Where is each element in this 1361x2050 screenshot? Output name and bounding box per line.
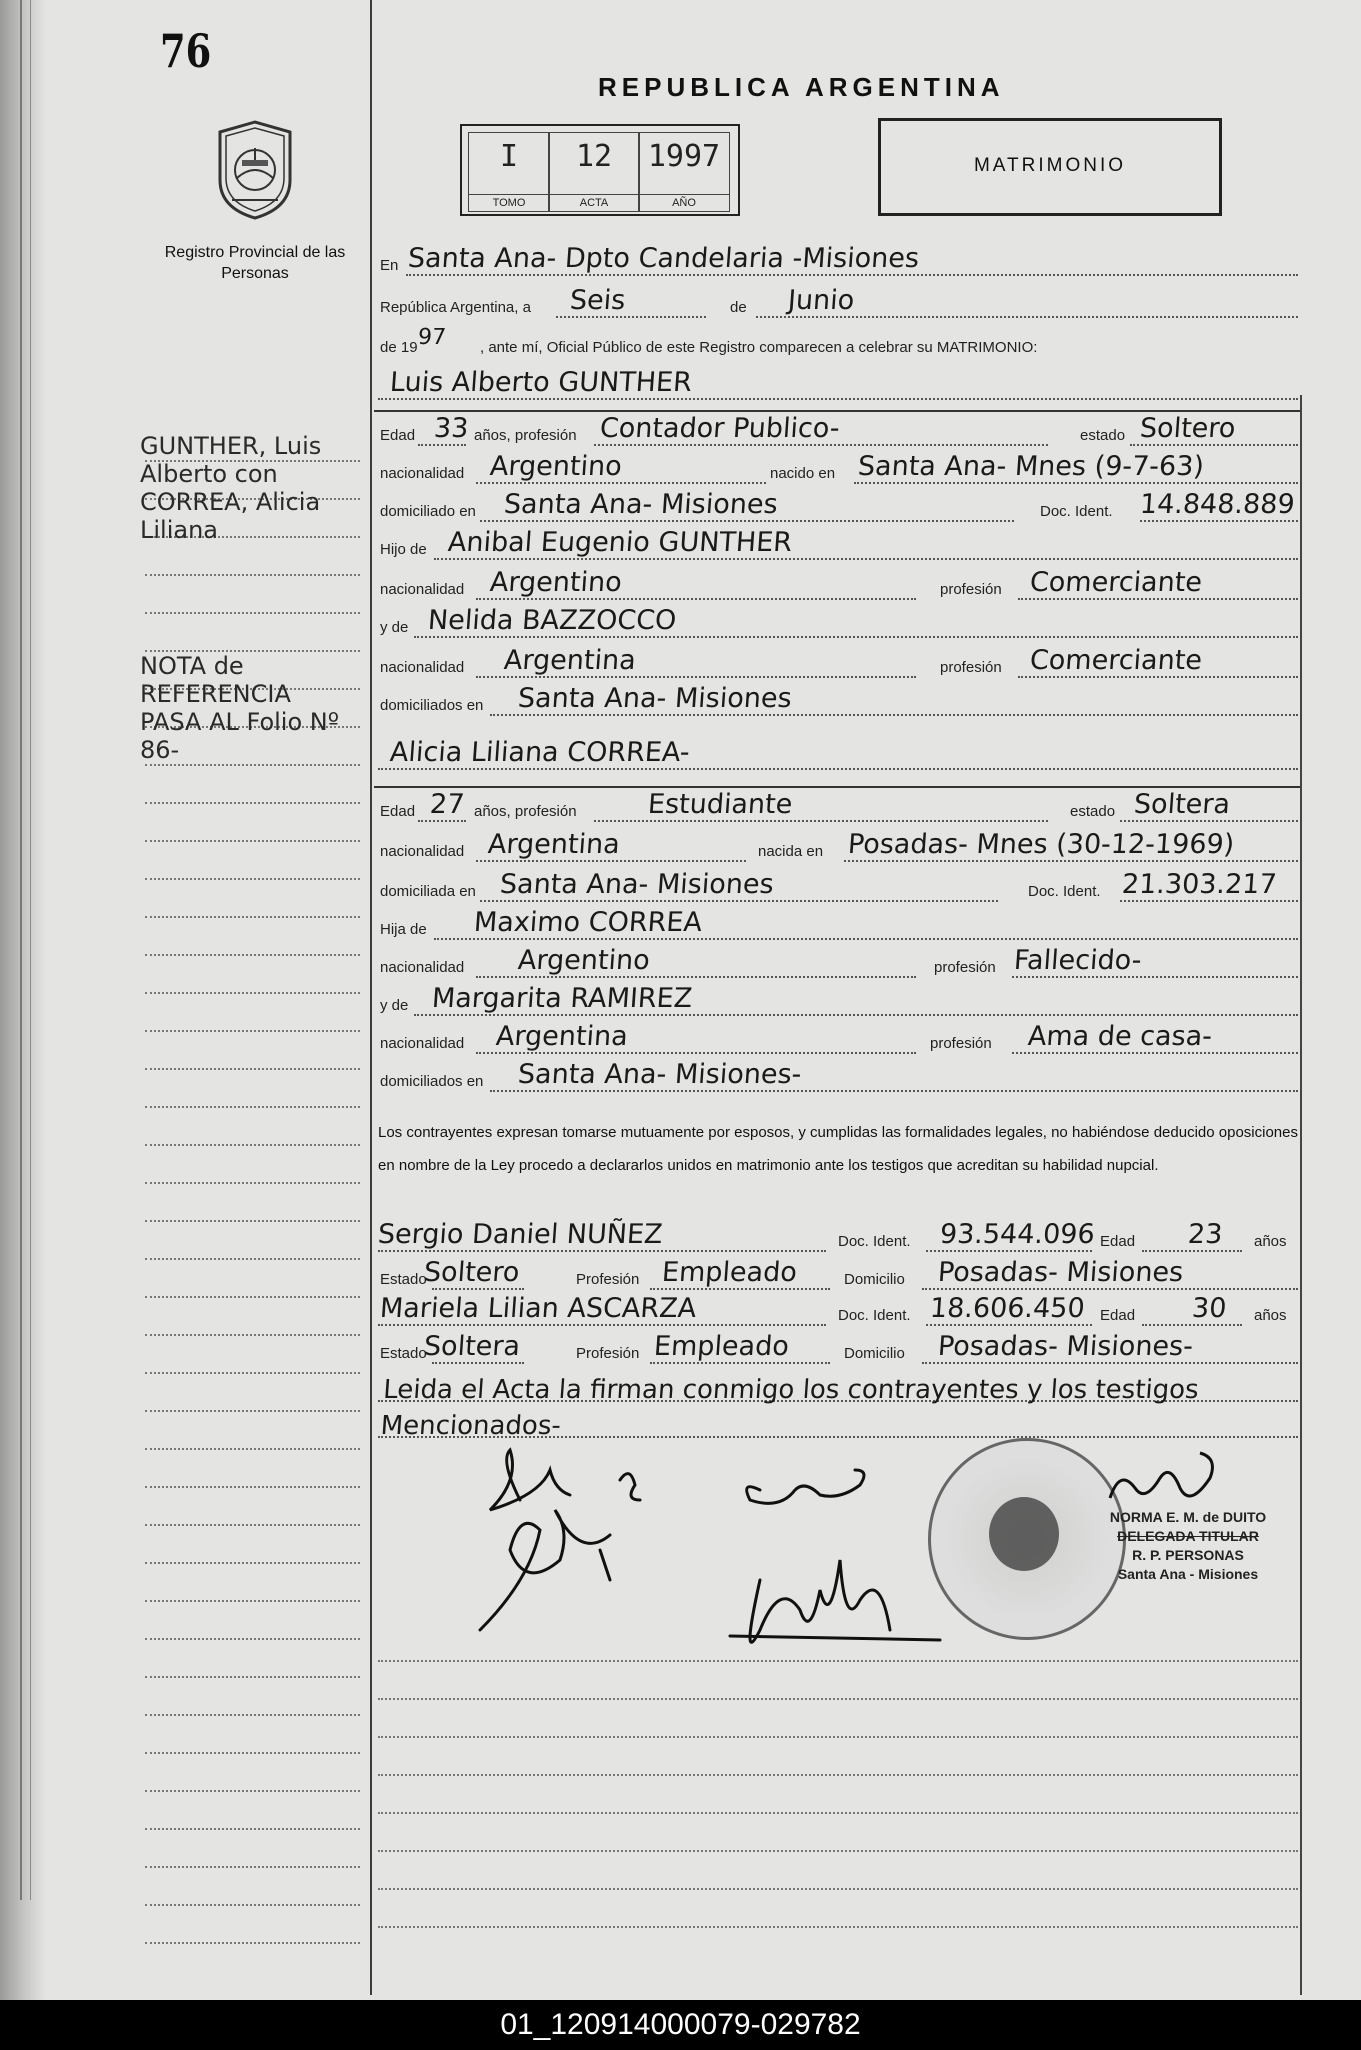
groom-mother-row [378,606,1298,642]
record-number-box [460,124,740,216]
en-label: En [380,257,399,274]
bride-nationality-row [378,830,1298,866]
margin-dotted-line [145,878,360,880]
bride-mother-nat-row [378,1022,1298,1058]
statement-text: , ante mí, Oficial Público de este Registro comparecen a celebrar su MATRIMONIO: [480,339,1038,356]
official-office: R. P. PERSONAS [1132,1547,1244,1563]
groom-father-row [378,528,1298,564]
groom-domicile: Santa Ana- Misiones [502,489,779,520]
margin-dotted-line [145,1144,360,1146]
margin-dotted-line [145,1334,360,1336]
witness-2-name: Mariela Lilian ASCARZA [378,1293,698,1324]
y-de-label: y de [380,619,409,636]
groom-name: Luis Alberto GUNTHER [388,367,693,398]
domicilio-label: Domicilio [844,1345,905,1362]
bride-age-row [378,790,1298,826]
margin-dotted-line [145,1296,360,1298]
closing-paragraph: Los contrayentes expresan tomarse mutuamente por esposos, y cumplidas las formalidades legales, no habiéndose deducido oposiciones en nombre de la Ley procedo a declararlos unidos en matrimonio ante los testigos que acreditan su habilidad nupcial. [378,1124,1298,1174]
nacida-label: nacida en [758,843,824,860]
edad-label: Edad [1100,1233,1136,1250]
profesion-label: años, profesión [474,427,577,444]
profesion-label: Profesión [576,1345,640,1362]
witness-2-details-row [378,1332,1298,1368]
margin-dotted-line [145,954,360,956]
margin-dotted-line [145,1866,360,1868]
margin-dotted-line [145,1068,360,1070]
estado-label: estado [1080,427,1126,444]
nacionalidad-label: nacionalidad [380,959,465,976]
bride-profession: Estudiante [646,789,794,820]
year-suffix-value: 97 [417,325,447,350]
registry-office-name: Registro Provincial de las Personas [164,244,346,282]
groom-mother: Nelida BAZZOCCO [426,605,678,636]
groom-name-row [378,368,1298,404]
groom-mother-nationality: Argentina [502,645,637,676]
stamp-center [989,1497,1059,1571]
bride-father-profession: Fallecido- [1012,945,1143,976]
domiciliados-label: domiciliados en [380,1073,484,1090]
witness-1-name: Sergio Daniel NUÑEZ [376,1219,664,1250]
groom-father-nat-row [378,568,1298,604]
acta-value: 12 [575,139,613,174]
page-edge-2 [30,0,31,1900]
margin-dotted-line [145,1828,360,1830]
witness-1-row [378,1220,1298,1256]
groom-mother-profession: Comerciante [1028,645,1204,676]
groom-nationality-row [378,452,1298,488]
anos-label: años [1254,1233,1287,1250]
margin-dotted-line [145,802,360,804]
witness-2-row [378,1294,1298,1330]
profesion-label: profesión [930,1035,992,1052]
margin-dotted-line [145,1410,360,1412]
witness-1-profession: Empleado [660,1257,798,1288]
profesion-label: profesión [940,659,1002,676]
date-row [378,286,1298,322]
acta-label: ACTA [549,194,639,209]
margin-dotted-line [145,1524,360,1526]
margin-dotted-line [145,1562,360,1564]
domiciliado-label: domiciliado en [380,503,476,520]
day-value: Seis [568,285,627,316]
ano-label: AÑO [639,194,729,209]
margin-note-reference: NOTA de REFERENCIA PASA AL Folio Nº 86- [140,652,340,764]
tomo-cell [468,132,550,212]
blank-dotted-line [378,1736,1298,1738]
margin-dotted-line [145,1790,360,1792]
edad-label: Edad [380,803,416,820]
groom-parents-domicile-row [378,684,1298,720]
tomo-value: I [499,139,519,174]
doc-label: Doc. Ident. [1040,503,1113,520]
bride-mother-nationality: Argentina [494,1021,629,1052]
margin-dotted-line [145,840,360,842]
place-row [378,244,1298,280]
groom-domicile-row [378,490,1298,526]
bride-father-nat-row [378,946,1298,982]
groom-father-profession: Comerciante [1028,567,1204,598]
country-header: REPUBLICA ARGENTINA [598,72,1005,102]
witness-1-age: 23 [1186,1219,1224,1250]
ano-value: 1997 [647,139,721,174]
margin-dotted-line [145,1942,360,1944]
witness-2-age: 30 [1190,1293,1228,1324]
profesion-label: años, profesión [474,803,577,820]
bride-name-row [378,738,1298,774]
record-type-box [878,118,1222,216]
domiciliados-label: domiciliados en [380,697,484,714]
margin-dotted-line [145,1030,360,1032]
witness-2-status: Soltera [422,1331,522,1362]
bride-birthplace: Posadas- Mnes (30-12-1969) [846,829,1236,860]
groom-birthplace: Santa Ana- Mnes (9-7-63) [856,451,1205,482]
groom-mother-nat-row [378,646,1298,682]
groom-profession: Contador Publico- [598,413,841,444]
domiciliada-label: domiciliada en [380,883,476,900]
nacionalidad-label: nacionalidad [380,1035,465,1052]
hija-label: Hija de [380,921,427,938]
place-value: Santa Ana- Dpto Candelaria -Misiones [406,243,921,274]
blank-dotted-line [378,1698,1298,1700]
blank-dotted-line [378,1850,1298,1852]
signatures [460,1440,980,1660]
witness-1-details-row [378,1258,1298,1294]
margin-dotted-line [145,1752,360,1754]
bride-domicile-row [378,870,1298,906]
margin-dotted-line [145,1638,360,1640]
witness-1-domicile: Posadas- Misiones [936,1257,1185,1288]
groom-age: 33 [432,413,470,444]
hijo-label: Hijo de [380,541,427,558]
margin-dotted-line [145,1904,360,1906]
groom-age-row [378,414,1298,450]
official-name: NORMA E. M. de DUITO [1109,1509,1267,1525]
bride-nationality: Argentina [486,829,621,860]
margin-dotted-line [145,916,360,918]
bride-mother-profession: Ama de casa- [1026,1021,1214,1052]
anos-label: años [1254,1307,1287,1324]
tomo-label: TOMO [469,194,549,209]
blank-dotted-line [378,1812,1298,1814]
nacido-label: nacido en [770,465,836,482]
bride-doc: 21.303.217 [1120,869,1278,900]
margin-dotted-line [145,1220,360,1222]
bride-domicile: Santa Ana- Misiones [498,869,775,900]
witness-2-doc: 18.606.450 [928,1293,1086,1324]
margin-dotted-line [145,1258,360,1260]
groom-father-nationality: Argentino [488,567,623,598]
y-de-label: y de [380,997,409,1014]
blank-dotted-line [378,1926,1298,1928]
profesion-label: Profesión [576,1271,640,1288]
republica-label: República Argentina, a [380,299,531,316]
year-row [378,326,1298,362]
final-statement: Leida el Acta la firman conmigo los contrayentes y los testigos Mencionados- [379,1375,1200,1441]
margin-rule [370,0,372,1995]
doc-label: Doc. Ident. [838,1233,911,1250]
margin-dotted-line [145,612,360,614]
acta-cell [548,132,640,212]
official-block [1070,1508,1306,1584]
bride-status: Soltera [1132,789,1232,820]
margin-dotted-line [145,1486,360,1488]
right-border-rule [1300,395,1302,1995]
official-title: DELEGADA TITULAR [1117,1528,1259,1544]
margin-dotted-line [145,1372,360,1374]
margin-dotted-line [145,1676,360,1678]
bride-mother-row [378,984,1298,1020]
binding-shadow [0,0,46,2000]
bride-parents-domicile-row [378,1060,1298,1096]
bride-age: 27 [428,789,466,820]
record-type: MATRIMONIO [973,155,1127,176]
bride-father-nationality: Argentino [516,945,651,976]
folio-number: 76 [160,24,212,78]
margin-dotted-line [145,1600,360,1602]
year-prefix-label: de 19 [380,339,418,356]
profesion-label: profesión [940,581,1002,598]
profesion-label: profesión [934,959,996,976]
witness-1-status: Soltero [422,1257,521,1288]
margin-note-names: GUNTHER, Luis Alberto con CORREA, Alicia Liliana [140,432,322,544]
bride-father-row [378,908,1298,944]
scan-id-footer: 01_120914000079-029782 [0,2000,1361,2050]
edad-label: Edad [1100,1307,1136,1324]
witness-1-doc: 93.544.096 [938,1219,1096,1250]
estado-label: Estado [380,1271,427,1288]
margin-dotted-line [145,1182,360,1184]
margin-dotted-line [145,1448,360,1450]
de-label: de [730,299,747,316]
margin-dotted-line [145,1106,360,1108]
margin-dotted-line [145,574,360,576]
groom-status: Soltero [1138,413,1237,444]
doc-label: Doc. Ident. [838,1307,911,1324]
bride-parents-domicile: Santa Ana- Misiones- [516,1059,803,1090]
bride-mother: Margarita RAMIREZ [430,983,694,1014]
nacionalidad-label: nacionalidad [380,659,465,676]
ano-cell [638,132,730,212]
blank-dotted-line [378,1888,1298,1890]
doc-label: Doc. Ident. [1028,883,1101,900]
provincial-emblem-icon [212,120,298,220]
groom-separator [374,410,1300,412]
bride-father: Maximo CORREA [472,907,703,938]
blank-dotted-line [378,1774,1298,1776]
bride-separator [374,786,1300,788]
month-value: Junio [786,285,856,316]
groom-father: Anibal Eugenio GUNTHER [446,527,794,558]
margin-dotted-line [145,764,360,766]
groom-parents-domicile: Santa Ana- Misiones [516,683,793,714]
nacionalidad-label: nacionalidad [380,843,465,860]
margin-dotted-line [145,1714,360,1716]
page-edge [20,0,22,1900]
blank-dotted-line [378,1660,1298,1662]
groom-doc: 14.848.889 [1138,489,1296,520]
witness-2-profession: Empleado [652,1331,790,1362]
edad-label: Edad [380,427,416,444]
witness-2-domicile: Posadas- Misiones- [936,1331,1195,1362]
domicilio-label: Domicilio [844,1271,905,1288]
groom-nationality: Argentino [488,451,623,482]
nacionalidad-label: nacionalidad [380,465,465,482]
official-location: Santa Ana - Misiones [1117,1566,1259,1582]
estado-label: Estado [380,1345,427,1362]
estado-label: estado [1070,803,1116,820]
nacionalidad-label: nacionalidad [380,581,465,598]
margin-dotted-line [145,992,360,994]
bride-name: Alicia Liliana CORREA- [388,737,691,768]
